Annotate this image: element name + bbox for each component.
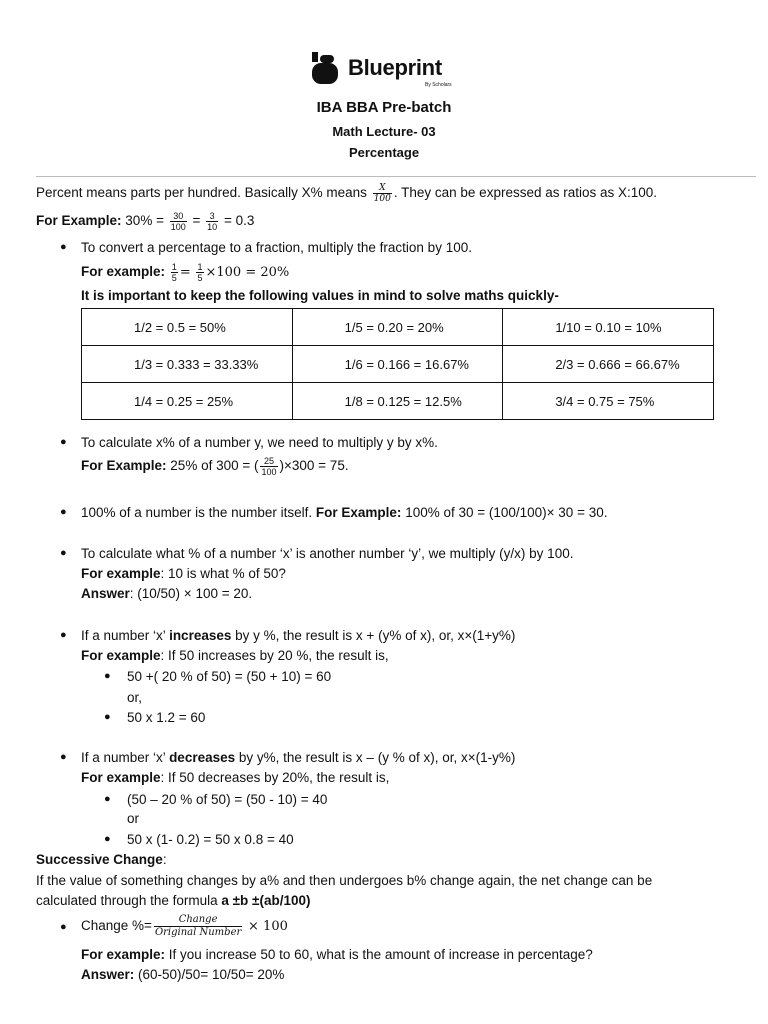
table-cell: 2/3 = 0.666 = 66.67%	[503, 346, 714, 383]
b1-example	[81, 262, 289, 283]
table-cell: 1/10 = 0.10 = 10%	[503, 309, 714, 346]
b4-text: To calculate what % of a number ‘x’ is another number ‘y’, we multiply (y/x) by 100.	[81, 546, 574, 561]
successive-line-1: If the value of something changes by a% and then undergoes b% change again, the net change can be	[36, 873, 653, 888]
example-1-b: = 0.3	[223, 213, 255, 229]
example-1	[36, 211, 254, 232]
frac-den: 5	[197, 273, 203, 283]
successive-example-label: For example:	[81, 947, 166, 962]
table-cell: 1/3 = 0.333 = 33.33%	[82, 346, 293, 383]
bullet-icon: ●	[104, 833, 111, 845]
successive-answer	[81, 967, 284, 982]
divider	[36, 176, 756, 177]
b5-step-2: 50 x 1.2 = 60	[127, 710, 206, 725]
b1-important: It is important to keep the following values in mind to solve maths quickly-	[81, 288, 559, 303]
b3-example-label: For Example:	[315, 505, 402, 520]
frac-num: 25	[260, 456, 277, 467]
intro-text-b: . They can be expressed as ratios as X:100.	[393, 185, 658, 201]
successive-answer-label: Answer:	[81, 967, 135, 982]
table-cell: 1/5 = 0.20 = 20%	[292, 309, 503, 346]
b1-frac-2	[196, 262, 203, 283]
example-1-frac-1	[170, 211, 187, 232]
b1-frac-1	[171, 262, 178, 283]
example-1-eq: =	[192, 213, 201, 229]
b5-example-label: For example	[81, 648, 161, 663]
table-row	[82, 309, 714, 346]
frac-num: 1	[171, 262, 177, 272]
b1-example-label: For example:	[81, 264, 166, 280]
example-1-frac-2	[206, 211, 218, 232]
b2-example-label: For Example:	[81, 458, 167, 474]
b2-b: )×300 = 75.	[279, 458, 349, 474]
table-cell: 1/4 = 0.25 = 25%	[82, 383, 293, 420]
b6-step-1: (50 – 20 % of 50) = (50 - 10) = 40	[127, 792, 328, 807]
change-times: × 100	[248, 919, 288, 935]
intro-fraction	[373, 183, 392, 204]
b4-answer-text: : (10/50) × 100 = 20.	[129, 586, 253, 601]
b5-keyword: increases	[169, 628, 232, 643]
intro-frac-den: 100	[373, 194, 391, 204]
brand-name: Blueprint	[348, 55, 442, 80]
intro-text-a: Percent means parts per hundred. Basically X% means	[36, 185, 367, 201]
table-cell: 1/2 = 0.5 = 50%	[82, 309, 293, 346]
b4-example	[81, 566, 286, 581]
frac-den: 10	[207, 222, 218, 232]
b6-a: If a number ‘x’	[81, 750, 166, 765]
b6-keyword: decreases	[169, 750, 236, 765]
bullet-icon: ●	[60, 921, 67, 933]
b6-step-2: 50 x (1- 0.2) = 50 x 0.8 = 40	[127, 832, 294, 847]
bullet-icon: ●	[60, 506, 67, 518]
b5-example-text: : If 50 increases by 20 %, the result is,	[160, 648, 389, 663]
successive-title: Successive Change	[36, 852, 163, 867]
b6-b: by y%, the result is x – (y % of x), or, x×(1-y%)	[238, 750, 516, 765]
b5-b: by y %, the result is x + (y% of x), or, x×(1+y%)	[235, 628, 516, 643]
b6-example-text: : If 50 decreases by 20%, the result is,	[160, 770, 390, 785]
b4-answer-label: Answer	[81, 586, 130, 601]
successive-line-2	[36, 893, 311, 908]
b6-example-label: For example	[81, 770, 161, 785]
successive-colon: :	[162, 852, 167, 867]
table-row	[82, 383, 714, 420]
b4-answer	[81, 586, 252, 601]
b6-line	[81, 750, 515, 765]
blueprint-logo	[310, 50, 460, 92]
intro-line	[36, 183, 657, 204]
change-label: Change %=	[81, 918, 152, 934]
frac-den: 100	[261, 467, 277, 477]
frac-den: Original Number	[154, 927, 242, 938]
brand-sub: By Scholars	[425, 82, 452, 88]
b3-text: 100% of a number is the number itself.	[81, 505, 313, 520]
course-title: IBA BBA Pre-batch	[316, 99, 452, 116]
b2-frac	[260, 456, 277, 477]
intro-frac-num: X	[373, 183, 392, 194]
successive-heading	[36, 852, 167, 867]
table-cell: 1/6 = 0.166 = 16.67%	[292, 346, 503, 383]
topic-title: Percentage	[348, 145, 420, 160]
bullet-icon: ●	[60, 436, 67, 448]
example-1-label: For Example:	[36, 213, 122, 229]
b5-or: or,	[127, 690, 143, 705]
frac-num: 30	[170, 211, 187, 222]
frac-num: 3	[206, 211, 218, 222]
blueprint-logo-icon	[310, 50, 340, 86]
values-table	[81, 308, 714, 420]
bullet-icon: ●	[60, 547, 67, 559]
table-cell: 1/8 = 0.125 = 12.5%	[292, 383, 503, 420]
successive-answer-text: (60-50)/50= 10/50= 20%	[138, 967, 285, 982]
successive-example	[81, 947, 593, 962]
lecture-title: Math Lecture- 03	[332, 124, 436, 139]
frac-den: 100	[170, 222, 186, 232]
b6-or: or	[127, 811, 140, 826]
bullet-icon: ●	[60, 241, 67, 253]
b2-a: 25% of 300 = (	[170, 458, 259, 474]
b4-example-label: For example	[81, 566, 161, 581]
b6-example	[81, 770, 389, 785]
b5-a: If a number ‘x’	[81, 628, 166, 643]
bullet-icon: ●	[60, 751, 67, 763]
b5-step-1: 50 +( 20 % of 50) = (50 + 10) = 60	[127, 669, 332, 684]
bullet-icon: ●	[60, 629, 67, 641]
b3-example: 100% of 30 = (100/100)× 30 = 30.	[405, 505, 608, 520]
b5-example	[81, 648, 389, 663]
frac-num: Change	[154, 914, 242, 927]
successive-formula: a ±b ±(ab/100)	[221, 893, 311, 908]
bullet-icon: ●	[104, 670, 111, 682]
frac-den: 5	[171, 273, 177, 283]
b2-text: To calculate x% of a number y, we need to multiply y by x%.	[81, 435, 438, 450]
b5-line	[81, 628, 515, 643]
change-formula	[81, 914, 288, 939]
frac-num: 1	[197, 262, 203, 272]
b1-eq: =	[179, 265, 191, 281]
b1-text: To convert a percentage to a fraction, multiply the fraction by 100.	[81, 240, 472, 255]
successive-example-text: If you increase 50 to 60, what is the amount of increase in percentage?	[168, 947, 593, 962]
b3-line	[81, 505, 607, 520]
b1-tail: ×100 = 20%	[205, 265, 290, 281]
successive-line-2-text: calculated through the formula	[36, 893, 218, 908]
table-row	[82, 346, 714, 383]
bullet-icon: ●	[104, 793, 111, 805]
table-cell: 3/4 = 0.75 = 75%	[503, 383, 714, 420]
change-fraction	[154, 914, 242, 939]
b2-example	[81, 456, 349, 477]
bullet-icon: ●	[104, 711, 111, 723]
example-1-a: 30% =	[125, 213, 164, 229]
b4-example-text: : 10 is what % of 50?	[160, 566, 286, 581]
